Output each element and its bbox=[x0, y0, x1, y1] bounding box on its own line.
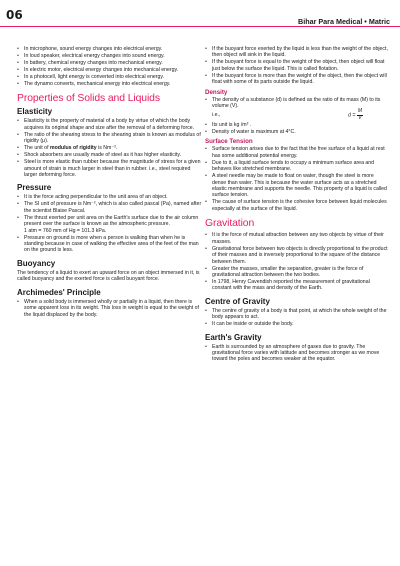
gravitation-list bbox=[205, 232, 389, 291]
centre-of-gravity-heading: Centre of Gravity bbox=[205, 296, 270, 306]
pressure-formula: 1 atm = 760 mm of Hg = 101.3 kPa. bbox=[24, 227, 107, 234]
archimedes-list bbox=[17, 299, 203, 318]
modulus-term: modulus of rigidity bbox=[49, 145, 97, 152]
list-item: • The ratio of the shearing stress to the shearing strain is known as modulus of rigidity (μ). bbox=[17, 132, 203, 145]
energy-list bbox=[17, 46, 203, 87]
density-heading: Density bbox=[205, 88, 228, 96]
list-item: • The cause of surface tension is the cohesive force between liquid molecules especially at the surface of the liquid. bbox=[205, 199, 389, 212]
earth-gravity-list bbox=[205, 344, 389, 363]
list-item: • Its unit is kg /m³ . bbox=[205, 122, 389, 128]
list-item: • If the buoyant force is equal to the weight of the object, then object will float just below the surface the liquid. This is called flotation. bbox=[205, 59, 389, 72]
properties-heading: Properties of Solids and Liquids bbox=[17, 93, 160, 105]
fraction-numerator: M bbox=[357, 108, 362, 115]
density-fraction bbox=[357, 109, 363, 121]
list-item: • The SI unit of pressure is Nm⁻², which is also called pascal (Pa), named after the scientist Blaise Pascal. bbox=[17, 201, 203, 214]
list-item: • Pressure on ground is more when a person is walking than when he is standing because in case of walking the effective area of the feet of the man on the ground is less. bbox=[17, 235, 203, 254]
list-item: • If the buoyant force exerted by the liquid is less than the weight of the object, then object will sink in the liquid. bbox=[205, 46, 389, 59]
density-lhs: d = bbox=[348, 112, 356, 119]
density-ie: i.e., bbox=[212, 112, 221, 119]
list-item: • When a solid body is immersed wholly or partially in a liquid, then there is some apparent loss in its weight. This loss in weight is equal to the weight of the liquid displaced by the body. bbox=[17, 299, 203, 318]
list-item: • It can be inside or outside the body. bbox=[205, 321, 389, 327]
list-item: • In battery, chemical energy changes into mechanical energy. bbox=[17, 60, 203, 66]
pressure-heading: Pressure bbox=[17, 183, 52, 193]
centre-of-gravity-list bbox=[205, 308, 389, 328]
list-item: • In electric motor, electrical energy changes into mechanical energy. bbox=[17, 67, 203, 73]
list-item: • In 1798, Henry Cavendish reported the measurement of gravitational constant with the mass and density of the Earth. bbox=[205, 279, 389, 292]
pressure-list bbox=[17, 194, 203, 253]
list-item: • Shock absorbers are usually made of steel as it has higher elasticity. bbox=[17, 152, 203, 158]
list-item: • Due to it, a liquid surface tends to occupy a minimum surface area and behaves like stretched membrane. bbox=[205, 160, 389, 173]
surface-tension-heading: Surface Tension bbox=[205, 138, 253, 146]
list-item: • It is the force of mutual attraction between any two objects by virtue of their masses. bbox=[205, 232, 389, 245]
fraction-denominator: V bbox=[358, 114, 362, 121]
list-item: • If the buoyant force is more than the weight of the object, then the object will float with some of its parts outside the liquid. bbox=[205, 73, 389, 86]
density-list bbox=[205, 97, 389, 136]
buoyancy-heading: Buoyancy bbox=[17, 258, 56, 268]
earth-gravity-heading: Earth's Gravity bbox=[205, 332, 262, 342]
unit-suffix: is Nm⁻². bbox=[96, 145, 118, 152]
left-column bbox=[17, 46, 203, 319]
list-item: • Earth is surrounded by an atmosphere of gases due to gravity. The gravitational force varies with latitude and becomes stronger as we move toward the poles and becomes weaker at the equator. bbox=[205, 344, 389, 363]
list-item bbox=[17, 145, 203, 151]
density-formula bbox=[212, 109, 389, 121]
page-header bbox=[0, 0, 400, 42]
elasticity-list bbox=[17, 118, 203, 178]
list-item bbox=[17, 215, 203, 234]
surface-tension-list bbox=[205, 146, 389, 212]
header-rule bbox=[0, 26, 400, 27]
list-item: • Density of water is maximum at 4°C. bbox=[205, 129, 389, 135]
list-item: • Gravitational force between two objects is directly proportional to the product of their masses and is inversely proportional to the square of the distance between them. bbox=[205, 246, 389, 265]
right-column bbox=[205, 46, 389, 363]
list-item: • Greater the masses, smaller the separation, greater is the force of gravitational attraction between the two bodies. bbox=[205, 266, 389, 279]
list-item: • The centre of gravity of a body is that point, at which the whole weight of the body appears to act. bbox=[205, 308, 389, 321]
page-number: 06 bbox=[6, 8, 23, 22]
list-item: • Surface tension arises due to the fact that the free surface of a liquid at rest has some additional potential energy. bbox=[205, 146, 389, 159]
buoyancy-text: The tendency of a liquid to exert an upward force on an object immersed in it, is called buoyancy and the exerted force is called buoyant force. bbox=[17, 269, 200, 283]
list-item: • In a photocell, light energy is converted into electrical energy. bbox=[17, 74, 203, 80]
pressure-text: The thrust exerted per unit area on the Earth's surface due to the air column present over the surface is known as the atmospheric pressure. bbox=[24, 214, 199, 228]
list-item: • In microphone, sound energy changes into electrical energy. bbox=[17, 46, 203, 52]
unit-prefix: The unit of bbox=[24, 145, 50, 152]
elasticity-heading: Elasticity bbox=[17, 107, 53, 117]
list-item: • In loud speaker, electrical energy changes into sound energy. bbox=[17, 53, 203, 59]
density-definition: The density of a substance (d) is defined as the ratio of its mass (M) to its volume (V). bbox=[212, 96, 381, 110]
list-item: • It is the force acting perpendicular to the unit area of an object. bbox=[17, 194, 203, 200]
list-item bbox=[205, 97, 389, 122]
list-item: • Steel is more elastic than rubber because the magnitude of stress for a given amount of strain is much larger in steel than in rubber. i.e., steel required larger deforming force. bbox=[17, 159, 203, 178]
buoyant-force-list bbox=[205, 46, 389, 86]
archimedes-heading: Archimedes' Principle bbox=[17, 287, 101, 297]
density-equation bbox=[348, 109, 363, 121]
running-title: Bihar Para Medical • Matric bbox=[298, 17, 390, 26]
list-item: • A steel needle may be made to float on water, though the steel is more dense than water. This is because the water surface acts as a stretched elastic membrane and supports the needle. This property of a liquid is called surface tension. bbox=[205, 173, 389, 199]
gravitation-heading: Gravitation bbox=[205, 218, 255, 230]
list-item: • Elasticity is the property of material of a body by virtue of which the body acquires its original shape and size after the removal of a deforming force. bbox=[17, 118, 203, 131]
list-item: • The dynamo converts, mechanical energy into electrical energy. bbox=[17, 81, 203, 87]
